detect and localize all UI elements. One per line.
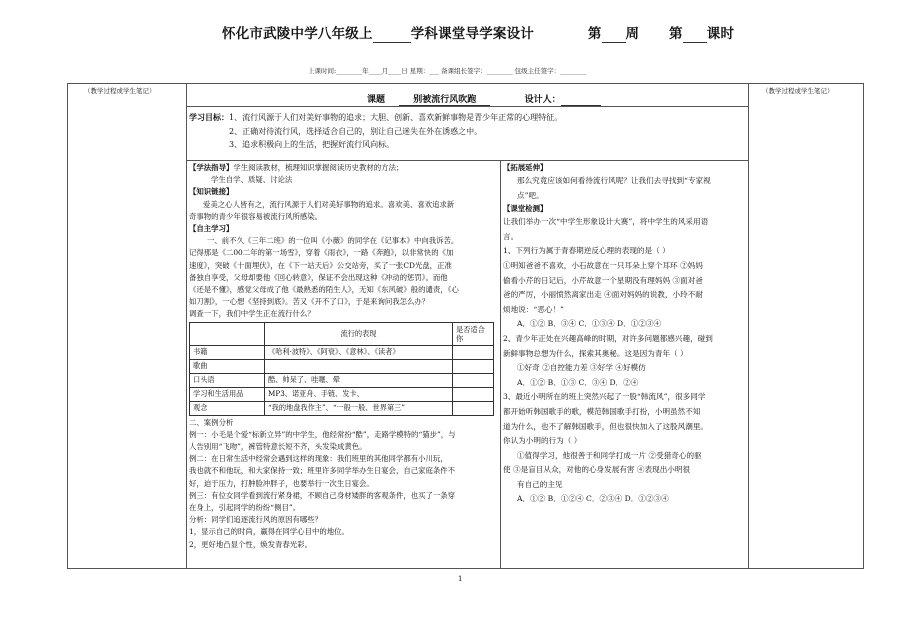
knowledge-line: 爱美之心人皆有之，流行风源于人们对美好事物的追求。喜欢美、喜欢追求新 (203, 199, 455, 209)
answer-options: A．①② B．①②④ C．②③④ D．①②③④ (517, 494, 669, 504)
test-line: 爸的严厉，小丽愤然离家出走 ④面对妈妈的说教，小玲不耐 (503, 290, 703, 300)
test-line: ①明知爸爸不喜欢，小石故意在一只耳朵上穿个耳环 ②妈妈 (503, 260, 703, 270)
test-line: 烦地说：“恶心！” (503, 304, 564, 314)
table-row (190, 387, 494, 401)
answer-options: A．①② B．①③ C．③④ D．②④ (517, 377, 639, 387)
table-cell: 书籍 (190, 345, 265, 359)
test-line: 言。 (503, 231, 519, 241)
case-line: 分析：同学们追逐流行风的原因有哪些？ (189, 515, 323, 525)
page-number: 1 (458, 575, 463, 583)
title-period: 课时 (706, 26, 735, 42)
test-line: 让我们举办一次“中学生形象设计大赛”，将中学生的风采用语 (503, 217, 709, 227)
page-title (222, 22, 734, 43)
table-cell: 《哈利·波特》、《阿衰》、《意林》、《读者》 (265, 345, 453, 359)
table-cell-input[interactable] (453, 373, 494, 387)
extension-line: 点”吧。 (517, 190, 544, 200)
extension-label: 【拓展延伸】 (503, 163, 548, 172)
table-cell: 口头语 (190, 373, 265, 387)
table-row (190, 345, 494, 359)
table-row (190, 401, 494, 415)
question-3: 3、最近小明所在的班上突然兴起了一股“韩流风”，很多同学 (503, 392, 706, 402)
table-row (190, 373, 494, 387)
title-week-prefix: 第 (587, 26, 602, 42)
knowledge-line: 奇事物的青少年很容易被流行风所感染。 (189, 211, 323, 221)
method-label: 【学法指导】 (189, 163, 234, 172)
table-cell-input[interactable] (453, 401, 494, 415)
survey-table (189, 322, 494, 416)
topic-divider (186, 106, 748, 107)
lesson-topic-row (367, 92, 601, 106)
subject-blank (373, 26, 411, 43)
title-design: 学科课堂导学案设计 (410, 26, 535, 42)
designer-blank (561, 95, 601, 106)
table-header-row (190, 322, 494, 345)
topic-label: 课题 (367, 95, 386, 105)
knowledge-link-label: 【知识链接】 (189, 187, 234, 197)
story-line: 记得那是《二00二年的第一场雪》，穿着《雨衣》，一路《奔跑》，以非常快的《加 (189, 248, 454, 258)
test-line: 道为什么，也不了解韩国歌手，但也很快加入了这股风潮里。 (503, 421, 709, 431)
question-1: 1、下列行为属于青春期逆反心理的表现的是（ ） (503, 246, 670, 256)
case-heading: 二、案例分析 (189, 417, 234, 427)
center-divider (500, 160, 501, 569)
story-line: 如刀割》，一心想《坚持到底》。苦又《开不了口》，于是来询问我怎么办？ (189, 297, 430, 307)
table-cell: 学习和生活用品 (190, 387, 265, 401)
story-line: 一、前不久《三年二班》的一位叫《小薇》的同学在《记事本》中向我诉苦。 (207, 236, 459, 246)
table-cell: 歌曲 (190, 359, 265, 373)
title-period-prefix: 第 (669, 26, 683, 42)
case-line: 在身上，引起同学的纷纷“侧目”。 (189, 503, 301, 513)
test-line: 偷看小芹的日记后，小芹故意一个星期没有理妈妈 ③面对爸 (503, 275, 703, 285)
table-cell: “我的地盘我作主”、“一般一般、世界第三” (265, 401, 453, 415)
right-content-column (503, 162, 746, 507)
period-blank (683, 26, 707, 43)
left-column-divider (186, 83, 187, 569)
right-column-divider (748, 83, 749, 569)
title-week: 周 (625, 26, 640, 42)
learning-goals (189, 111, 562, 152)
story-line: 速度》，突破《十面埋伏》，在《下一站天后》公交站旁，买了一张CD光盘，正准 (189, 260, 452, 270)
case-line: 例三：有位女同学看到流行紧身裙，不顾自己身材矮胖的客观条件，也买了一条穿 (189, 490, 456, 500)
left-side-caption: （教学过程或学生笔记） (84, 87, 156, 95)
table-cell: 观念 (190, 401, 265, 415)
table-header-cell (190, 322, 265, 345)
test-line: 使 ③是盲目从众，对他的心身发展有害 ④表现出小明很 (503, 465, 691, 475)
test-line: 有自己的主见 (517, 479, 563, 489)
test-line: ①好奇 ②自控能力差 ③好学 ④好模仿 (517, 363, 646, 373)
method-text-2: 学生自学、质疑、讨论法 (211, 175, 293, 185)
story-line: 《还是不懂》，感觉父母成了他《最熟悉的陌生人》，无知《东风破》般的谴责，《心 (189, 285, 459, 295)
table-header-cell: 是否适合你 (453, 322, 494, 345)
test-line: 你认为小明的行为（ ） (503, 436, 582, 446)
table-cell-input[interactable] (453, 359, 494, 373)
week-blank (602, 26, 626, 43)
test-line: 新鲜事物总想为什么，探索其奥秘。这是因为青年（ ） (503, 348, 688, 358)
class-meta-line: 上课时间:________年____月____日 星期：___ 备课组长签字：________ 包级主任签字：________ (308, 67, 587, 75)
self-study-label: 【自主学习】 (189, 224, 234, 234)
goal-item: 3、追求积极向上的生活，把握好流行风向标。 (229, 140, 395, 149)
right-side-caption: （教学过程或学生笔记） (762, 87, 834, 95)
designer-label: 设计人： (524, 95, 561, 105)
table-cell: MP3、诺亚舟、手链、发卡、 (265, 387, 453, 401)
question-2: 2、青少年正处在兴趣高峰的时期，对许多问题都感兴趣，碰到 (503, 333, 713, 343)
table-row (190, 359, 494, 373)
table-cell-input[interactable] (453, 345, 494, 359)
table-cell-input[interactable] (453, 387, 494, 401)
table-header-cell: 流行的表现 (265, 322, 453, 345)
case-line: 例一：小毛是个爱“标新立异”的中学生，他经常扮“酷”，走路学模特的“猫步”，与 (189, 429, 456, 439)
test-line: ①值得学习，他很善于和同学打成一片 ②受猎奇心的驱 (517, 450, 702, 460)
method-text: 学生阅读教材，梳理知识掌握阅读历史教材的方法； (233, 163, 404, 172)
table-cell: 酷、帅呆了、哇噻、晕 (265, 373, 453, 387)
table-cell (265, 359, 453, 373)
topic-value: 别被流行风吹跑 (399, 92, 490, 106)
goal-item: 1、流行风源于人们对美好事物的追求；大胆、创新、喜欢新鲜事物是青少年正常的心理特征。 (229, 113, 563, 122)
title-school: 怀化市武陵中学八年级上 (222, 26, 373, 42)
extension-line: 那么究竟应该如何看待流行风呢？让我们去寻找到“专家视 (517, 176, 711, 185)
case-line: 2，更好地凸显个性，焕发青春光彩。 (189, 539, 312, 549)
test-line: 都开始听韩国歌手的歌，模范韩国歌手打扮，小明虽然不知 (503, 406, 701, 416)
goals-divider (186, 160, 748, 161)
survey-prompt: 调查一下，我们中学生正在流行什么？ (189, 309, 315, 319)
left-content-column (189, 162, 497, 551)
case-line: 我也就不和他玩，和大家保持一致；班里许多同学举办生日宴会，自己家庭条件不 (189, 466, 456, 476)
class-test-label: 【课堂检测】 (503, 204, 548, 214)
goal-item: 2、正确对待流行风，选择适合自己的，别让自己迷失在外在诱惑之中。 (229, 126, 483, 136)
case-line: 例二：在日常生活中经常会遇到这样的现象：我们班里的其他同学都有小川玩， (189, 454, 448, 464)
answer-options: A．①② B．③④ C．①③④ D．①②③④ (517, 319, 662, 329)
story-line: 备独自享受，父母却要他《回心转意》，保证不会出现这种《冲动的惩罚》。而他 (189, 272, 448, 282)
case-line: 好，迫于压力，打肿脸冲胖子，也要举行一次生日宴会。 (189, 478, 374, 488)
case-line: 1，显示自己的时尚，赢得在同学心目中的地位。 (189, 527, 349, 537)
goals-label: 学习目标： (189, 112, 229, 122)
case-line: 人告别用“飞吻”，裤管特意长短不齐，头发染成黄色。 (189, 442, 367, 452)
